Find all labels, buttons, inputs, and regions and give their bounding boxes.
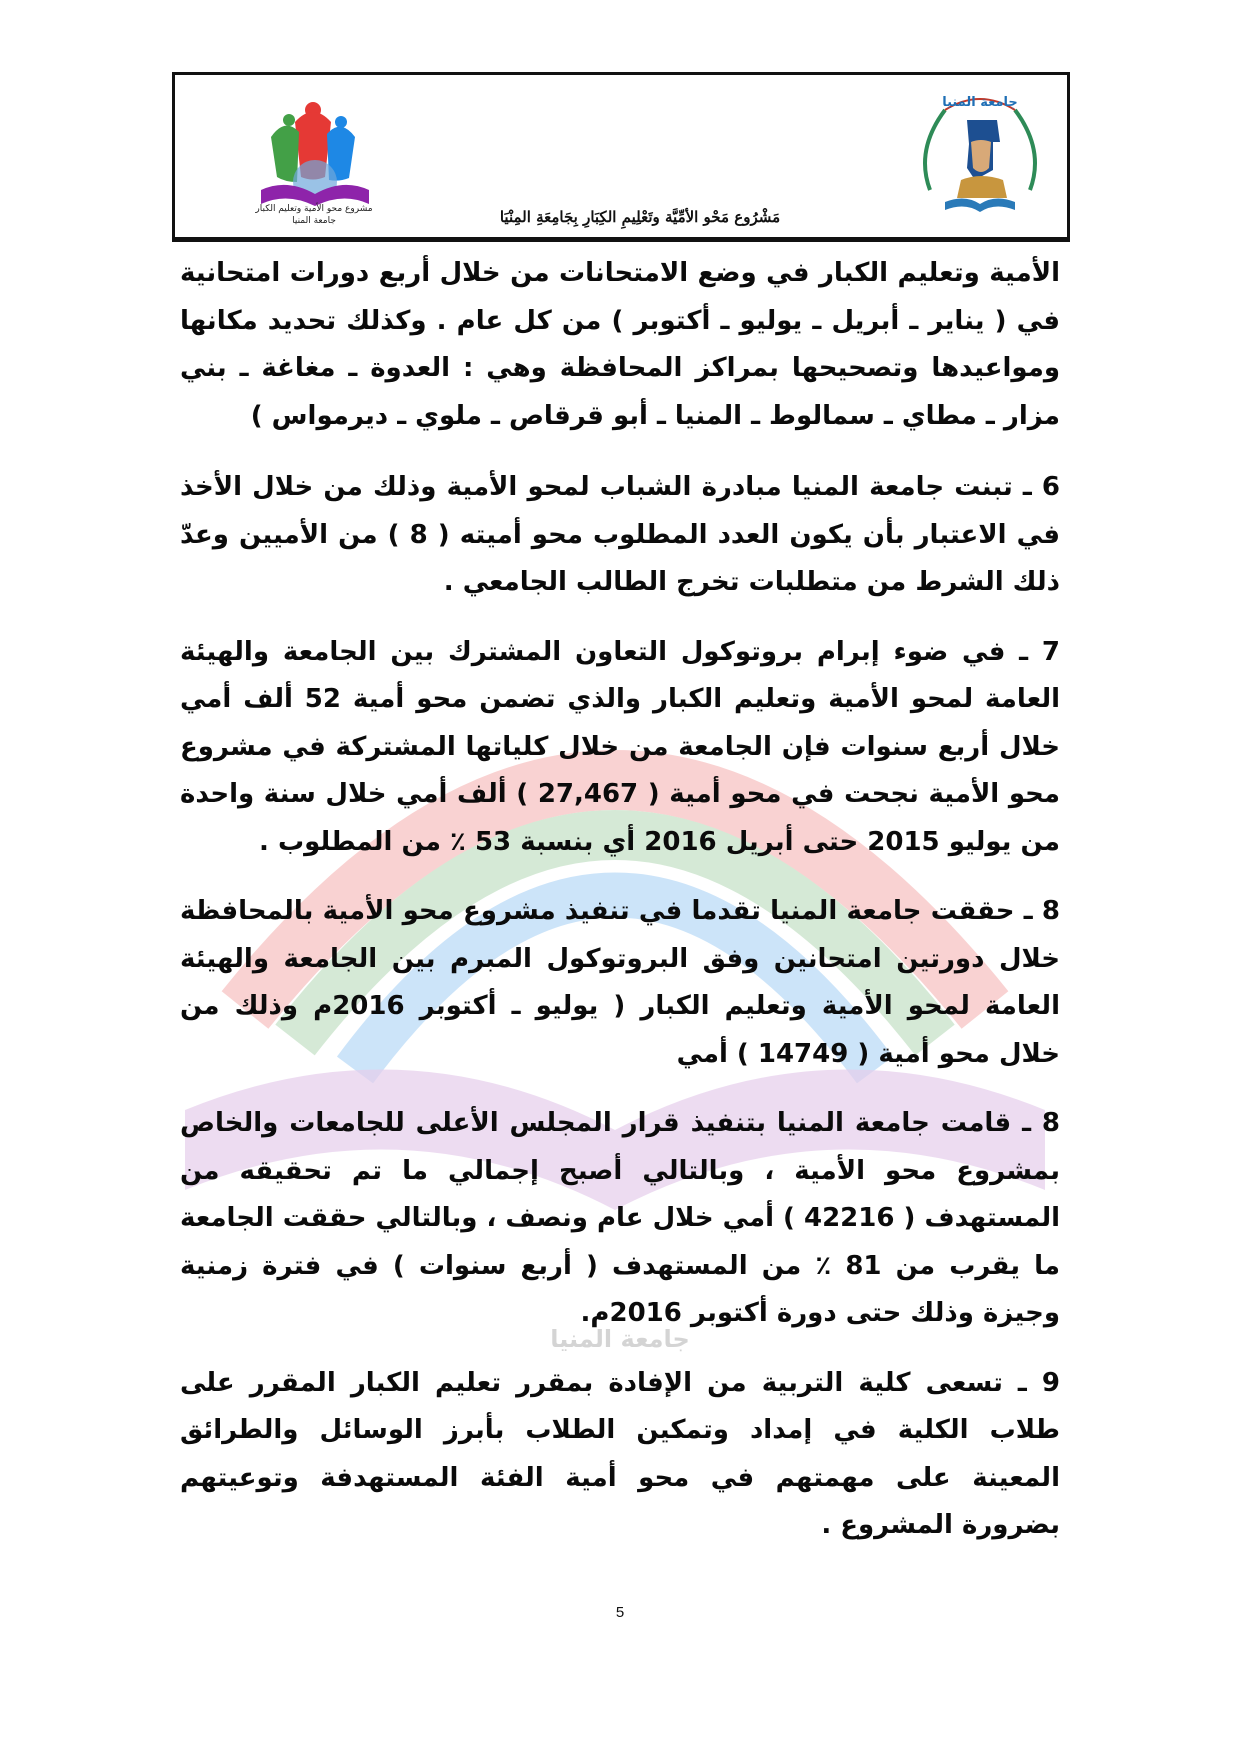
project-title: مَشْرُوع مَحْو الأمِّيَّة وتَعْلِيمِ الكِبَارِ بِجَامِعَةِ المِنْيَا bbox=[499, 208, 781, 226]
paragraph: 8 ـ حققت جامعة المنيا تقدما في تنفيذ مشروع محو الأمية بالمحافظة خلال دورتين امتحانين وفق البروتوكول المبرم بين الجامعة والهيئة العامة لمحو الأمية وتعليم الكبار ( يوليو ـ أكتوبر 2016م وذلك من خلال محو أمية ( 14749 ) أمي bbox=[180, 896, 1060, 1069]
document-body bbox=[180, 250, 1060, 1572]
nefertiti-bust-logo bbox=[905, 80, 1055, 230]
paragraph: 6 ـ تبنت جامعة المنيا مبادرة الشباب لمحو الأمية وذلك من خلال الأخذ في الاعتبار بأن يكون العدد المطلوب محو أميته ( 8 ) من الأميين وعدّ ذلك الشرط من متطلبات تخرج الطالب الجامعي . bbox=[180, 472, 1060, 597]
paragraph: 7 ـ في ضوء إبرام بروتوكول التعاون المشترك بين الجامعة والهيئة العامة لمحو الأمية وتعليم الكبار والذي تضمن محو أمية 52 ألف أمي خلال أربع سنوات فإن الجامعة من خلال كلياتها المشتركة في مشروع محو الأمية نجحت في محو أمية ( 27,467 ) ألف أمي خلال سنة واحدة من يوليو 2015 حتى أبريل 2016 أي بنسبة 53 ٪ من المطلوب . bbox=[180, 636, 1060, 857]
left-logo-caption: مشروع محو الأمية وتعليم الكبار جامعة المنيا bbox=[255, 204, 373, 226]
paragraph: 8 ـ قامت جامعة المنيا بتنفيذ قرار المجلس الأعلى للجامعات والخاص بمشروع محو الأمية ، وبالتالي أصبح إجمالي ما تم تحقيقه من المستهدف ( 42216 ) أمي خلال عام ونصف ، وبالتالي حققت الجامعة ما يقرب من 81 ٪ من المستهدف ( أربع سنوات ) في فترة زمنية وجيزة وذلك حتى دورة أكتوبر 2016م. bbox=[180, 1108, 1061, 1328]
right-logo-text: جامعة المنيا bbox=[942, 95, 1018, 110]
paragraph: الأمية وتعليم الكبار في وضع الامتحانات من خلال أربع دورات امتحانية في ( يناير ـ أبريل ـ يوليو ـ أكتوبر ) من كل عام . وكذلك تحديد مكانها ومواعيدها وتصحيحها بمراكز المحافظة وهي : العدوة ـ مغاغة ـ بني مزار ـ مطاي ـ سمالوط ـ المنيا ـ أبو قرقاص ـ ملوي ـ ديرمواس ) bbox=[180, 258, 1060, 431]
watermark-text: جامعة المنيا bbox=[550, 1325, 690, 1353]
paragraph: 9 ـ تسعى كلية التربية من الإفادة بمقرر تعليم الكبار المقرر على طلاب الكلية في إمداد وتمكين الطلاب بأبرز الوسائل والطرائق المعينة على مهمتهم في محو أمية الفئة المستهدفة وتوعيتهم بضرورة المشروع . bbox=[180, 1367, 1060, 1540]
header-divider bbox=[172, 238, 1070, 242]
page-number: 5 bbox=[615, 1604, 625, 1621]
